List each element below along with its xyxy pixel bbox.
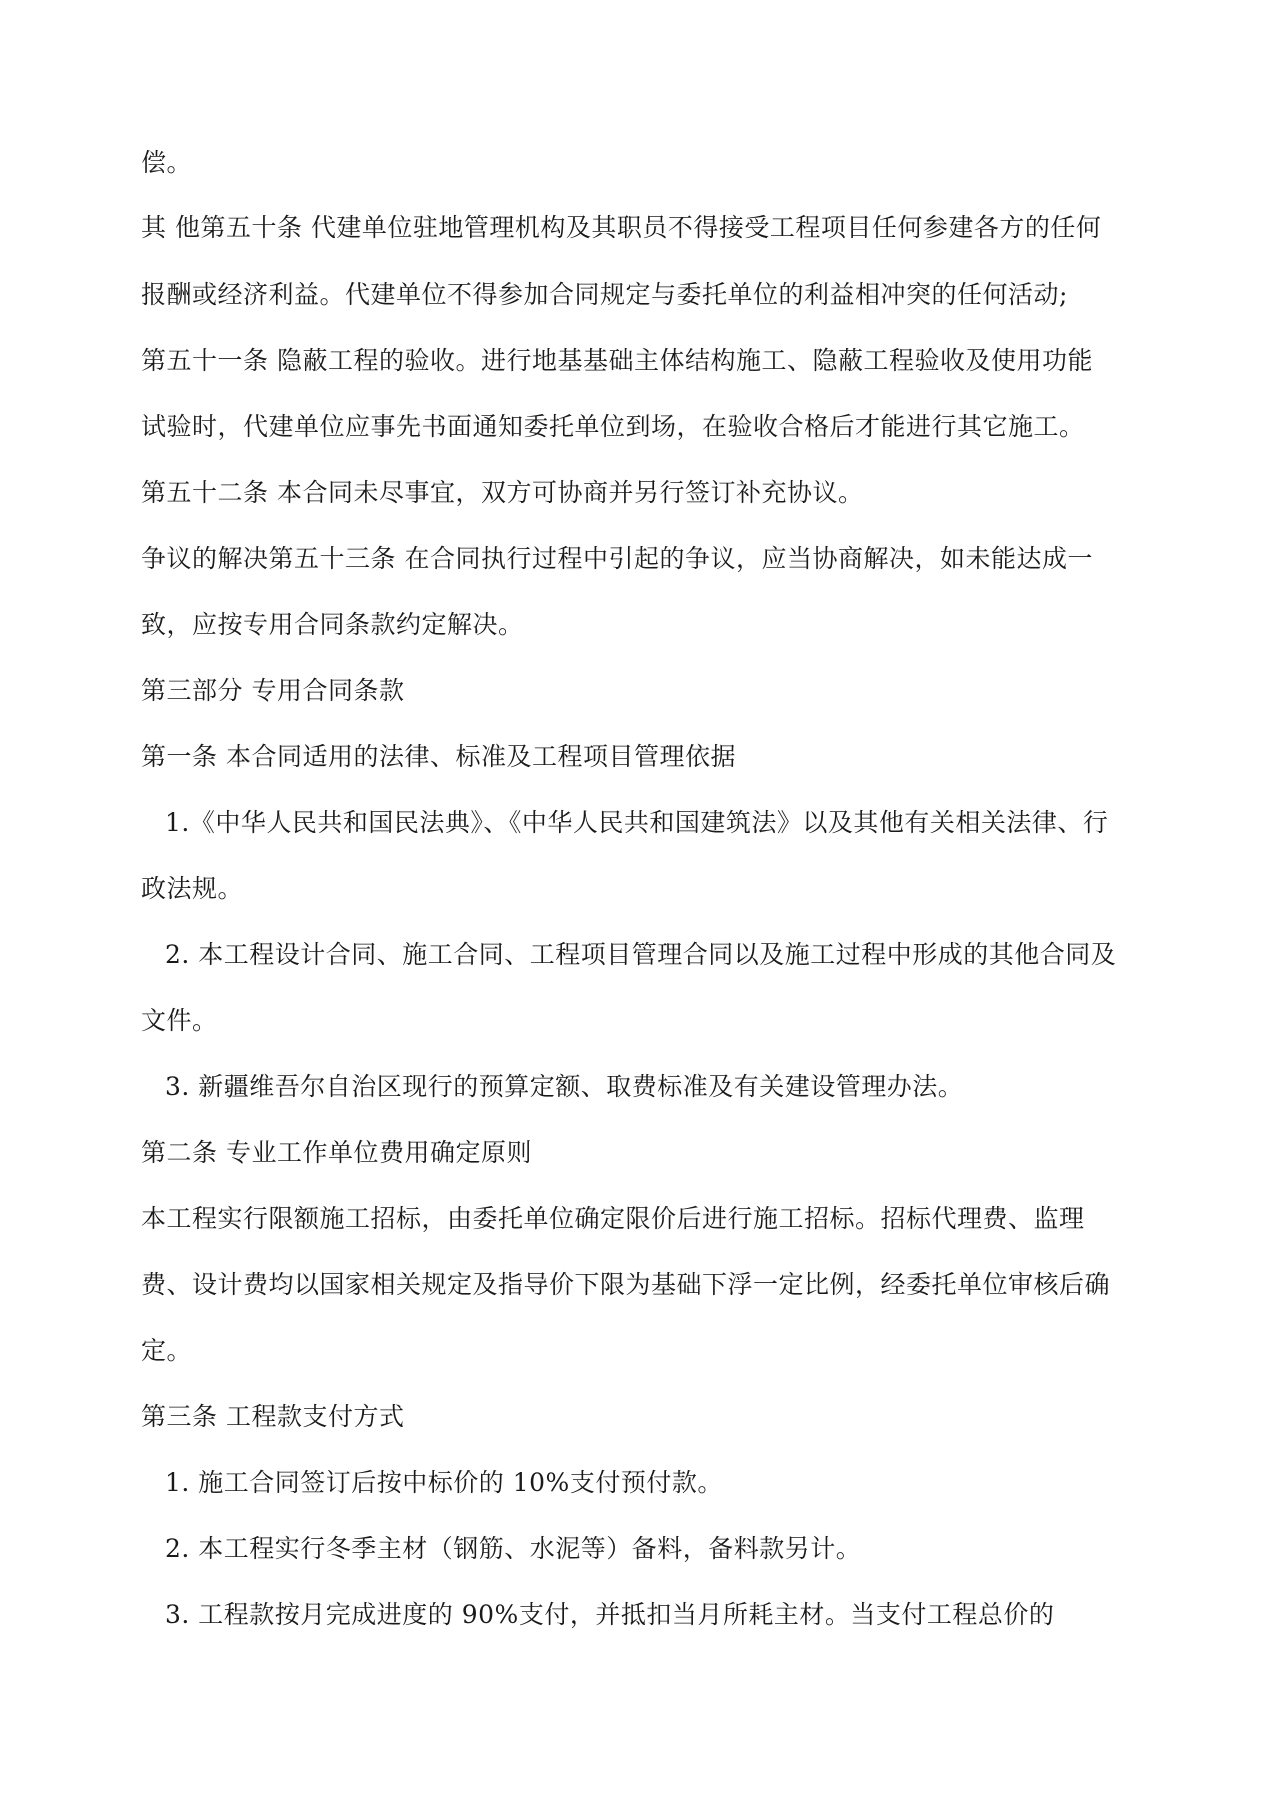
text-line: 第五十二条 本合同未尽事宜，双方可协商并另行签订补充协议。: [141, 478, 864, 507]
section-heading: 第三部分 专用合同条款: [141, 676, 405, 705]
text-line: 其 他第五十条 代建单位驻地管理机构及其职员不得接受工程项目任何参建各方的任何: [141, 213, 1102, 242]
list-item: 2. 本工程设计合同、施工合同、工程项目管理合同以及施工过程中形成的其他合同及: [165, 940, 1117, 969]
text-line: 费、设计费均以国家相关规定及指导价下限为基础下浮一定比例，经委托单位审核后确: [141, 1270, 1111, 1299]
text-line: 致，应按专用合同条款约定解决。: [141, 610, 524, 639]
text-line: 报酬或经济利益。代建单位不得参加合同规定与委托单位的利益相冲突的任何活动;: [141, 280, 1068, 309]
text-line: 偿。: [141, 148, 193, 177]
text-line: 定。: [141, 1336, 193, 1365]
list-item: 3. 新疆维吾尔自治区现行的预算定额、取费标准及有关建设管理办法。: [165, 1072, 964, 1101]
article-heading: 第三条 工程款支付方式: [141, 1402, 405, 1431]
list-item: 1. 施工合同签订后按中标价的 10%支付预付款。: [165, 1468, 723, 1497]
text-line: 政法规。: [141, 874, 244, 903]
list-item: 3. 工程款按月完成进度的 90%支付，并抵扣当月所耗主材。当支付工程总价的: [165, 1600, 1055, 1629]
article-heading: 第一条 本合同适用的法律、标准及工程项目管理依据: [141, 742, 736, 771]
text-line: 本工程实行限额施工招标，由委托单位确定限价后进行施工招标。招标代理费、监理: [141, 1204, 1085, 1233]
text-line: 文件。: [141, 1006, 218, 1035]
text-line: 争议的解决第五十三条 在合同执行过程中引起的争议，应当协商解决，如未能达成一: [141, 544, 1093, 573]
article-heading: 第二条 专业工作单位费用确定原则: [141, 1138, 532, 1167]
text-line: 第五十一条 隐蔽工程的验收。进行地基基础主体结构施工、隐蔽工程验收及使用功能: [141, 346, 1093, 375]
list-item: 2. 本工程实行冬季主材（钢筋、水泥等）备料，备料款另计。: [165, 1534, 862, 1563]
text-line: 试验时，代建单位应事先书面通知委托单位到场，在验收合格后才能进行其它施工。: [141, 412, 1085, 441]
list-item: 1.《中华人民共和国民法典》、《中华人民共和国建筑法》以及其他有关相关法律、行: [165, 808, 1109, 837]
